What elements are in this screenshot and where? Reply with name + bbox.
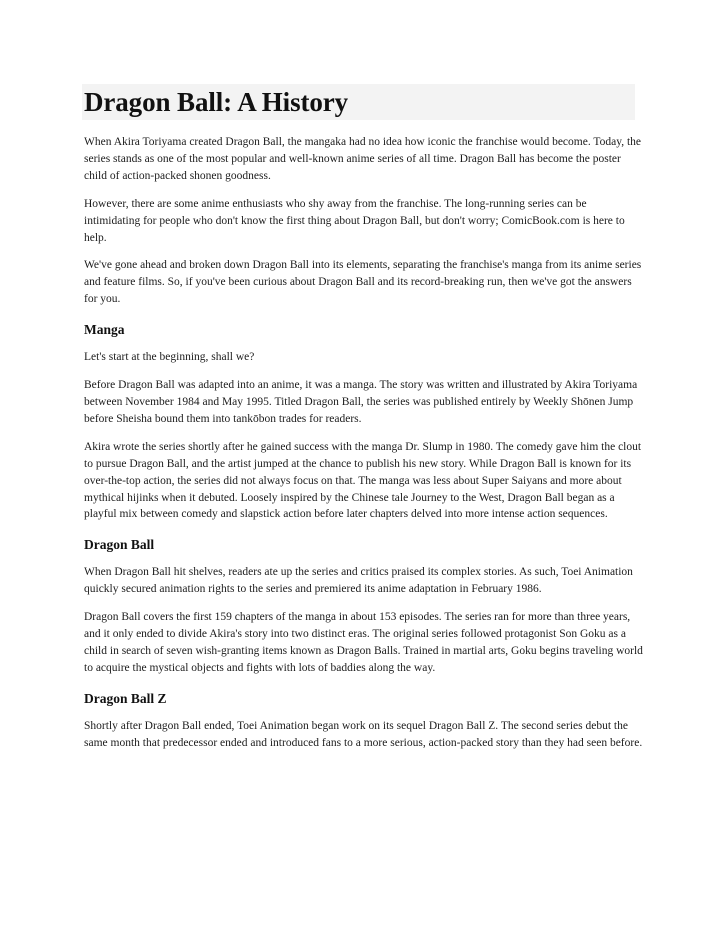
page-title: Dragon Ball: A History bbox=[84, 87, 349, 117]
dragon-ball-paragraph: Dragon Ball covers the first 159 chapters of the manga in about 153 episodes. The series ran for more than three years, and it only ended to divide Akira's story into two distinct eras. The original series followed protagonist Son Goku as a child in search of seven wish-granting items known as Dragon Balls. Trained in martial arts, Goku begins traveling world to acquire the mystical objects and fights with lots of baddies along the way. bbox=[84, 611, 643, 674]
dragon-ball-z-paragraph: Shortly after Dragon Ball ended, Toei Animation began work on its sequel Dragon Ball Z. The second series debut the same month that predecessor ended and introduced fans to a more serious, action-packed story than they had seen before. bbox=[84, 719, 643, 749]
section-heading-manga: Manga bbox=[84, 322, 125, 338]
manga-paragraph: Let's start at the beginning, shall we? bbox=[84, 351, 255, 364]
manga-paragraph: Before Dragon Ball was adapted into an anime, it was a manga. The story was written and illustrated by Akira Toriyama between November 1984 and May 1995. Titled Dragon Ball, the series was published entirely by Weekly Shōnen Jump before Sheisha bound them into tankōbon trades for readers. bbox=[84, 379, 638, 425]
intro-paragraph: We've gone ahead and broken down Dragon Ball into its elements, separating the franchise's manga from its anime series and feature films. So, if you've been curious about Dragon Ball and its record-breaking run, then we've got the answers for you. bbox=[84, 259, 642, 306]
document-page bbox=[84, 84, 644, 763]
dragon-ball-paragraph: When Dragon Ball hit shelves, readers ate up the series and critics praised its complex stories. As such, Toei Animation quickly secured animation rights to the series and premiered its anime adaptation in February 1986. bbox=[84, 566, 633, 596]
intro-paragraph: However, there are some anime enthusiasts who shy away from the franchise. The long-running series can be intimidating for people who don't know the first thing about Dragon Ball, but don't worry; ComicBook.com is here to help. bbox=[84, 197, 625, 244]
intro-paragraph: When Akira Toriyama created Dragon Ball, the mangaka had no idea how iconic the franchise would become. Today, the series stands as one of the most popular and well-known anime series of all time. Dragon Ball has become the poster child of action-packed shonen goodness. bbox=[84, 136, 642, 182]
title-bar bbox=[82, 84, 635, 120]
manga-paragraph: Akira wrote the series shortly after he gained success with the manga Dr. Slump in 1980. The comedy gave him the clout to pursue Dragon Ball, and the artist jumped at the chance to publish his new story. While Dragon Ball is known for its over-the-top action, the series did not always focus on that. The manga was less about Super Saiyans and more about mythical hijinks when it debuted. Loosely inspired by the Chinese tale Journey to the West, Dragon Ball began as a playful mix between comedy and slapstick action before later chapters delved into more intense action sequences. bbox=[84, 440, 642, 521]
section-heading-dragon-ball-z: Dragon Ball Z bbox=[84, 690, 167, 706]
section-heading-dragon-ball: Dragon Ball bbox=[84, 537, 155, 553]
